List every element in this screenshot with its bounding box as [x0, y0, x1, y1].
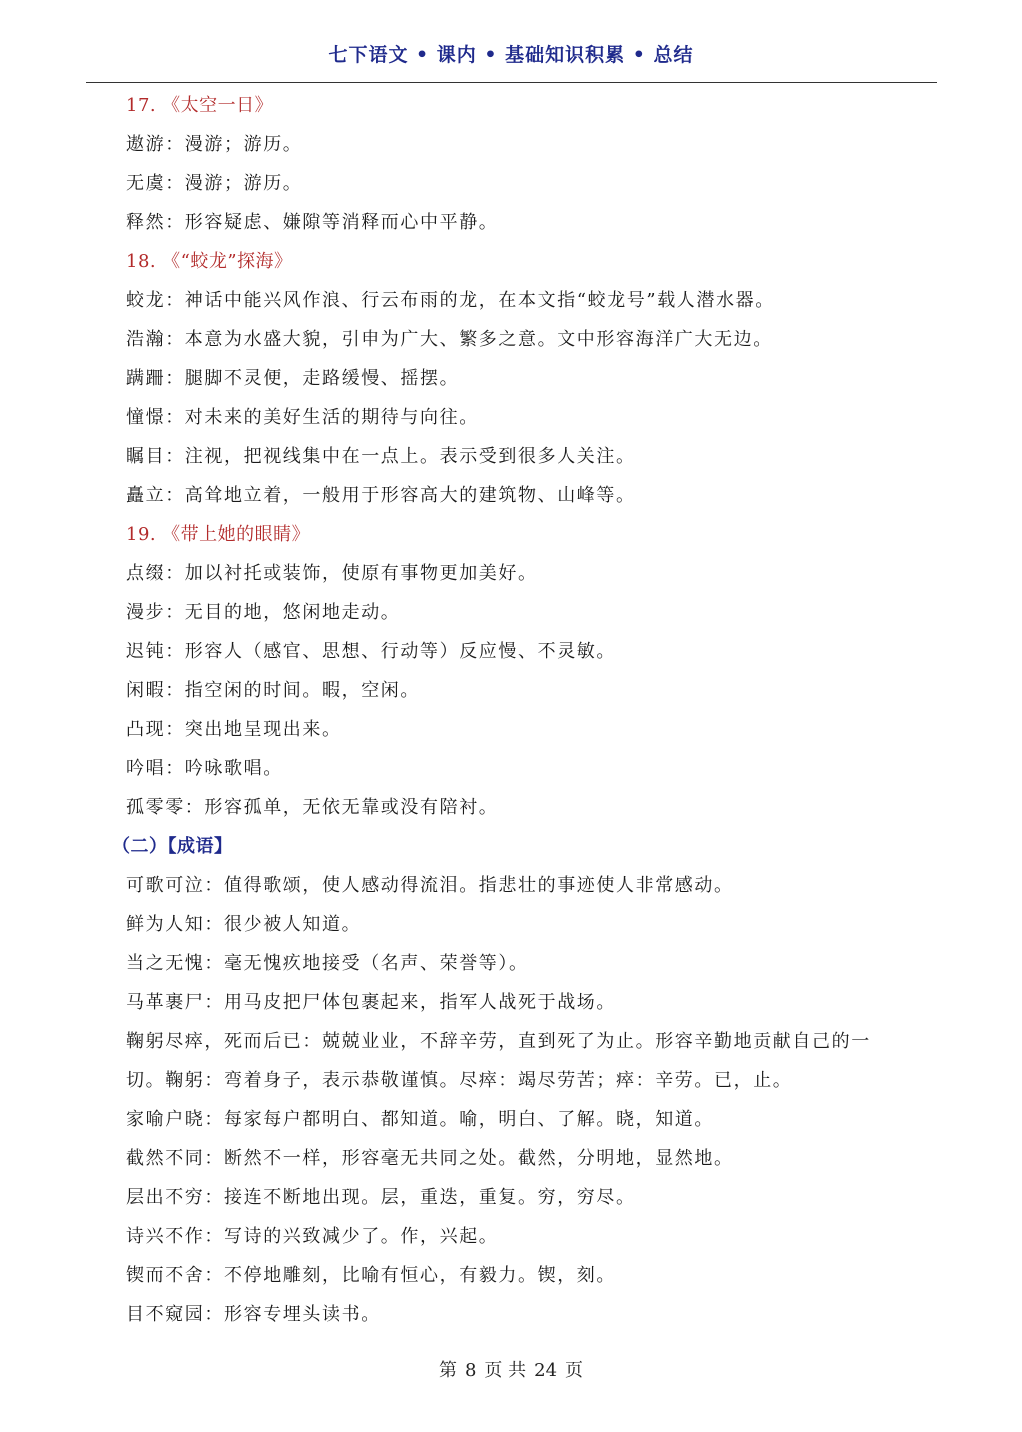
- vocab-entry: 点缀：加以衬托或装饰，使原有事物更加美好。: [126, 563, 538, 584]
- section-title: 《“蛟龙”探海》: [162, 251, 293, 272]
- vocab-entry: 截然不同：断然不一样，形容毫无共同之处。截然，分明地，显然地。: [126, 1148, 734, 1169]
- vocab-entry: 瞩目：注视，把视线集中在一点上。表示受到很多人关注。: [126, 446, 636, 467]
- page-footer: [0, 1356, 1022, 1382]
- vocab-entry: 马革裹尸：用马皮把尸体包裹起来，指军人战死于战场。: [126, 992, 616, 1013]
- header-divider: [86, 82, 937, 83]
- vocab-entry: 层出不穷：接连不断地出现。层，重迭，重复。穷，穷尽。: [126, 1187, 636, 1208]
- footer-page-number: 8: [464, 1360, 477, 1381]
- vocab-entry: 蛟龙：神话中能兴风作浪、行云布雨的龙，在本文指“蛟龙号”载人潜水器。: [126, 290, 775, 311]
- section-title: 《太空一日》: [162, 95, 274, 116]
- vocab-entry: 闲暇：指空闲的时间。暇，空闲。: [126, 680, 420, 701]
- vocab-entry: 蹒跚：腿脚不灵便，走路缓慢、摇摆。: [126, 368, 460, 389]
- vocab-entry: 切。鞠躬：弯着身子，表示恭敬谨慎。尽瘁：竭尽劳苦；瘁：辛劳。已，止。: [126, 1070, 793, 1091]
- vocab-entry: 目不窥园：形容专埋头读书。: [126, 1304, 381, 1325]
- vocab-entry: 锲而不舍：不停地雕刻，比喻有恒心，有毅力。锲，刻。: [126, 1265, 616, 1286]
- vocab-entry: 无虞：漫游；游历。: [126, 173, 303, 194]
- vocab-entry: 诗兴不作：写诗的兴致减少了。作，兴起。: [126, 1226, 499, 1247]
- document-body: [112, 86, 926, 1334]
- vocab-entry: 遨游：漫游；游历。: [126, 134, 303, 155]
- vocab-entry: 迟钝：形容人（感官、思想、行动等）反应慢、不灵敏。: [126, 641, 616, 662]
- vocab-entry: 释然：形容疑虑、嫌隙等消释而心中平静。: [126, 212, 499, 233]
- footer-suffix: 页: [565, 1360, 584, 1381]
- section-heading: [126, 242, 926, 281]
- vocab-entry: 可歌可泣：值得歌颂，使人感动得流泪。指悲壮的事迹使人非常感动。: [126, 875, 734, 896]
- footer-prefix: 第: [438, 1360, 457, 1381]
- part-heading: （二）【成语】: [112, 836, 233, 857]
- vocab-entry: 漫步：无目的地，悠闲地走动。: [126, 602, 401, 623]
- vocab-entry: 吟唱：吟咏歌唱。: [126, 758, 283, 779]
- vocab-entry: 当之无愧：毫无愧疚地接受（名声、荣誉等）。: [126, 953, 529, 974]
- footer-total-pages: 24: [534, 1360, 558, 1381]
- vocab-entry: 孤零零：形容孤单，无依无靠或没有陪衬。: [126, 797, 499, 818]
- section-number: 17.: [126, 95, 157, 116]
- vocab-entry: 凸现：突出地呈现出来。: [126, 719, 342, 740]
- vocab-entry: 憧憬：对未来的美好生活的期待与向往。: [126, 407, 479, 428]
- section-title: 《带上她的眼睛》: [162, 524, 311, 545]
- section-heading: [126, 515, 926, 554]
- vocab-entry: 鲜为人知：很少被人知道。: [126, 914, 362, 935]
- vocab-entry: 浩瀚：本意为水盛大貌，引申为广大、繁多之意。文中形容海洋广大无边。: [126, 329, 773, 350]
- vocab-entry: 矗立：高耸地立着，一般用于形容高大的建筑物、山峰等。: [126, 485, 636, 506]
- vocab-entry: 家喻户晓：每家每户都明白、都知道。喻，明白、了解。晓，知道。: [126, 1109, 714, 1130]
- footer-mid: 页 共: [484, 1360, 527, 1381]
- section-number: 19.: [126, 524, 157, 545]
- section-heading: [126, 86, 926, 125]
- vocab-entry: 鞠躬尽瘁，死而后已：兢兢业业，不辞辛劳，直到死了为止。形容辛勤地贡献自己的一: [126, 1031, 871, 1052]
- page-header-title: 七下语文 • 课内 • 基础知识积累 • 总结: [328, 44, 694, 66]
- section-number: 18.: [126, 251, 157, 272]
